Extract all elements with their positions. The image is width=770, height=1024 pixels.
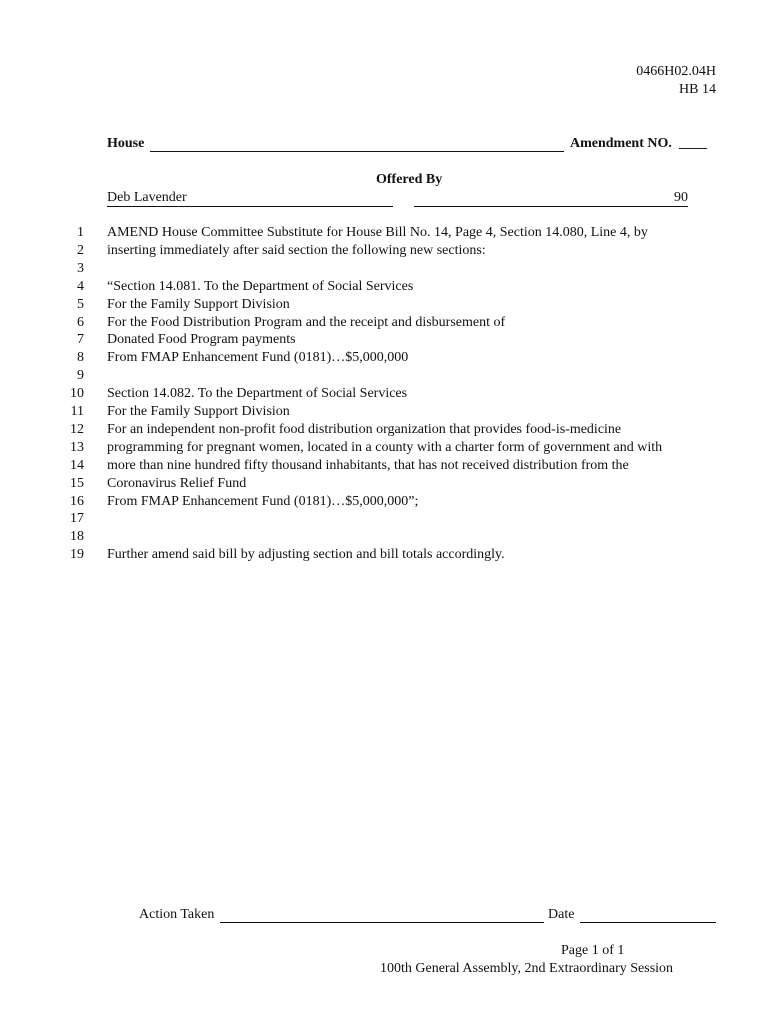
session-name: 100th General Assembly, 2nd Extraordinary Session <box>380 961 674 976</box>
line-text: Donated Food Program payments <box>107 332 296 348</box>
line-number: 10 <box>70 386 84 402</box>
line-number: 3 <box>77 260 84 276</box>
line-number: 16 <box>70 493 84 509</box>
line-text: For the Family Support Division <box>107 296 290 312</box>
sponsor-underline <box>107 206 393 207</box>
line-text: inserting immediately after said section the following new sections: <box>107 242 486 258</box>
action-taken-label: Action Taken <box>139 907 215 922</box>
date-line <box>580 922 716 923</box>
line-number: 14 <box>70 457 84 473</box>
district-underline <box>414 206 688 207</box>
action-taken-line <box>220 922 544 923</box>
document-id: 0466H02.04H <box>636 64 716 79</box>
line-text: Section 14.082. To the Department of Social Services <box>107 386 408 402</box>
amendment-number-blank: ____ <box>679 136 707 151</box>
line-text: From FMAP Enhancement Fund (0181)…$5,000,000 <box>107 350 409 366</box>
line-text: Coronavirus Relief Fund <box>107 475 247 491</box>
bill-number: HB 14 <box>679 82 716 97</box>
line-text: For the Family Support Division <box>107 404 290 419</box>
district-number: 90 <box>674 190 688 205</box>
offered-by-label: Offered By <box>376 172 443 187</box>
line-number: 17 <box>70 511 84 527</box>
line-number: 5 <box>77 296 84 312</box>
house-blank-line <box>150 151 564 152</box>
page-number: Page 1 of 1 <box>561 943 625 958</box>
line-text: more than nine hundred fifty thousand inhabitants, that has not received distribution from the <box>107 457 629 473</box>
line-number: 7 <box>77 332 84 348</box>
line-text: programming for pregnant women, located in a county with a charter form of government and with <box>107 439 663 455</box>
line-number: 1 <box>77 225 84 240</box>
line-number: 2 <box>77 242 84 258</box>
line-number: 18 <box>70 529 84 545</box>
line-number: 4 <box>77 278 84 294</box>
line-number: 19 <box>70 547 84 563</box>
line-text: Further amend said bill by adjusting section and bill totals accordingly. <box>107 547 505 563</box>
house-label: House <box>107 136 145 151</box>
line-text: For the Food Distribution Program and the receipt and disbursement of <box>107 314 506 330</box>
line-text: From FMAP Enhancement Fund (0181)…$5,000,000”; <box>107 493 419 509</box>
line-text: AMEND House Committee Substitute for House Bill No. 14, Page 4, Section 14.080, Line 4, by <box>107 225 648 240</box>
amendment-label: Amendment NO. <box>570 136 672 151</box>
line-text: “Section 14.081. To the Department of Social Services <box>107 278 414 294</box>
line-number: 11 <box>70 404 84 419</box>
line-number: 9 <box>77 368 84 384</box>
date-label: Date <box>548 907 575 922</box>
line-number: 8 <box>77 350 84 366</box>
line-number: 15 <box>70 475 84 491</box>
line-number: 12 <box>70 421 84 437</box>
line-text: For an independent non-profit food distribution organization that provides food-is-medicine <box>107 421 622 437</box>
sponsor-name: Deb Lavender <box>107 190 187 205</box>
line-number: 6 <box>77 314 84 330</box>
line-number: 13 <box>70 439 84 455</box>
